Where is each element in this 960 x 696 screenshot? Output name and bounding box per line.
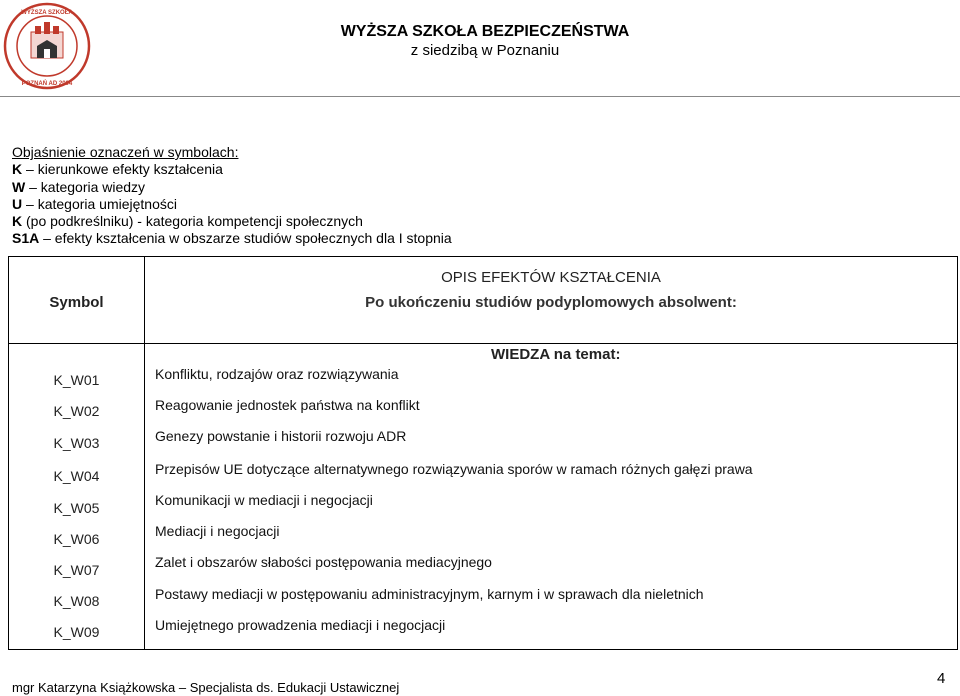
school-header xyxy=(300,22,670,60)
row-text: Konfliktu, rodzajów oraz rozwiązywania xyxy=(155,366,399,382)
row-text: Postawy mediacji w postępowaniu administracyjnym, karnym i w sprawach dla nieletnich xyxy=(155,586,704,602)
row-code: K_W06 xyxy=(53,531,100,547)
legend-line: K (po podkreślniku) - kategoria kompetencji społecznych xyxy=(12,213,363,230)
row-code: K_W02 xyxy=(53,403,100,419)
row-text: Umiejętnego prowadzenia mediacji i negocjacji xyxy=(155,617,446,633)
row-code: K_W04 xyxy=(53,468,100,484)
row-text: Komunikacji w mediacji i negocjacji xyxy=(155,492,373,508)
university-seal-logo xyxy=(3,2,91,90)
symbol-column-header: Symbol xyxy=(49,294,104,311)
legend-line: W – kategoria wiedzy xyxy=(12,178,146,195)
row-text: Przepisów UE dotyczące alternatywnego rozwiązywania sporów w ramach różnych gałęzi prawa xyxy=(155,461,753,477)
row-text: Mediacji i negocjacji xyxy=(155,523,280,539)
symbol-legend xyxy=(12,144,452,248)
description-column-header: OPIS EFEKTÓW KSZTAŁCENIA xyxy=(441,269,661,286)
svg-text:POZNAŃ AD 2004: POZNAŃ AD 2004 xyxy=(21,81,73,87)
svg-text:WYŻSZA SZKOŁA: WYŻSZA SZKOŁA xyxy=(21,10,73,16)
row-text: Zalet i obszarów słabości postępowania mediacyjnego xyxy=(155,554,492,570)
column-divider xyxy=(144,257,145,649)
row-code: K_W03 xyxy=(53,435,100,451)
legend-line: K – kierunkowe efekty kształcenia xyxy=(12,161,223,178)
footer-author: mgr Katarzyna Książkowska – Specjalista ds. Edukacji Ustawicznej xyxy=(12,680,400,695)
legend-line: S1A – efekty kształcenia w obszarze studiów społecznych dla I stopnia xyxy=(12,230,452,247)
school-name: WYŻSZA SZKOŁA BEZPIECZEŃSTWA xyxy=(340,23,630,40)
description-column-subheader: Po ukończeniu studiów podyplomowych absolwent: xyxy=(365,294,737,311)
row-code: K_W07 xyxy=(53,562,100,578)
legend-line: U – kategoria umiejętności xyxy=(12,195,177,212)
header-divider xyxy=(0,96,960,97)
school-location: z siedzibą w Poznaniu xyxy=(410,42,560,59)
legend-title: Objaśnienie oznaczeń w symbolach: xyxy=(12,144,239,160)
section-title: WIEDZA na temat: xyxy=(491,346,621,363)
row-text: Genezy powstanie i historii rozwoju ADR xyxy=(155,428,407,444)
row-code: K_W08 xyxy=(53,593,100,609)
learning-outcomes-table xyxy=(8,256,958,650)
row-code: K_W01 xyxy=(53,372,100,388)
row-text: Reagowanie jednostek państwa na konflikt xyxy=(155,397,420,413)
row-code: K_W05 xyxy=(53,500,100,516)
row-code: K_W09 xyxy=(53,624,100,640)
page-number: 4 xyxy=(937,670,946,687)
